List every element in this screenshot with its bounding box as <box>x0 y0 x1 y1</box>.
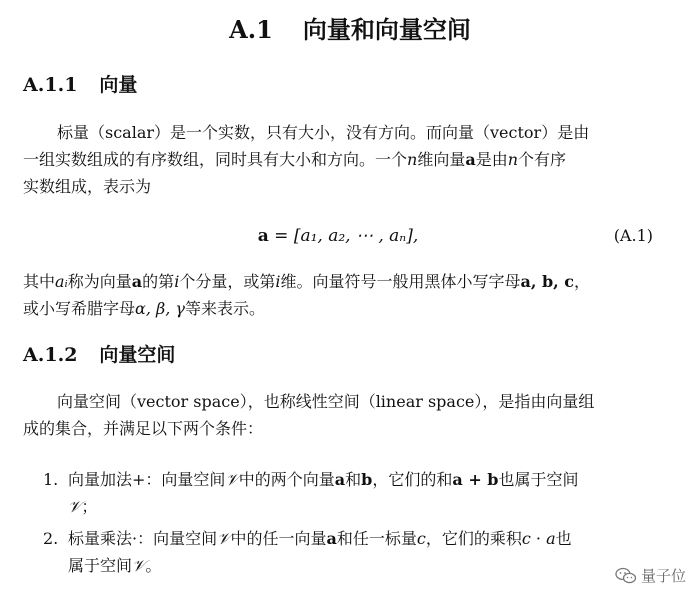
list-marker: 1. <box>43 470 59 489</box>
math-space-V: 𝒱 <box>217 529 231 548</box>
math-greek-letters: α, β, γ <box>135 299 185 318</box>
list-line <box>68 466 653 493</box>
subsection-title: 向量空间 <box>99 344 176 366</box>
text-run: ，它们的乘积 <box>425 529 522 548</box>
list-line <box>68 493 653 520</box>
text-run: 维。向量符号一般用黑体小写字母 <box>280 272 521 291</box>
equation-rhs: = [a₁, a₂, ⋯ , aₙ], <box>268 226 419 246</box>
watermark <box>615 565 686 586</box>
section-number: A.1 <box>229 15 273 44</box>
math-scalar-c: c <box>416 529 426 548</box>
math-a-i: aᵢ <box>55 272 68 291</box>
math-space-V: 𝒱 <box>132 556 146 575</box>
math-vector-a: a <box>131 272 143 291</box>
equation-lhs: a <box>257 226 269 246</box>
paragraph-scalar-vector <box>23 119 653 200</box>
wechat-icon <box>615 567 637 585</box>
text-run: 维向量 <box>417 150 466 169</box>
text-run: 也属于空间 <box>498 470 579 489</box>
subsection-number: A.1.1 <box>23 74 78 96</box>
paragraph-line <box>23 146 653 173</box>
math-vector-a: a <box>465 150 476 169</box>
text-run: 和 <box>345 470 362 489</box>
display-equation <box>23 222 653 250</box>
equation-number: (A.1) <box>613 226 653 245</box>
math-i: i <box>275 272 281 291</box>
math-vector-a: a <box>326 529 337 548</box>
text-run: 向量加法 <box>68 470 133 489</box>
text-run: ：向量空间 <box>145 470 226 489</box>
math-product: c · a <box>521 529 556 548</box>
list-line <box>68 552 653 579</box>
text-run: 个有序 <box>518 150 567 169</box>
text-run: 其中 <box>23 272 56 291</box>
subsection-title: 向量 <box>99 74 138 96</box>
paragraph-line: 向量空间（vector space），也称线性空间（linear space），是指由向量组 <box>57 392 595 411</box>
text-run: 个分量，或第 <box>179 272 276 291</box>
list-item <box>23 466 653 520</box>
list-line <box>68 525 653 552</box>
subsection-heading-vector-space <box>23 342 175 368</box>
list-marker: 2. <box>43 529 59 548</box>
text-run: 和任一标量 <box>336 529 417 548</box>
math-bold-letters: a, b, c <box>520 272 575 291</box>
paragraph-line <box>23 295 653 322</box>
paragraph-line <box>23 268 653 295</box>
paragraph-components <box>23 268 653 322</box>
text-run: 一组实数组成的有序数组，同时具有大小和方向。一个 <box>23 150 408 169</box>
equation-formula <box>23 222 653 250</box>
text-run: 属于空间 <box>68 556 133 575</box>
text-run: 的第 <box>142 272 175 291</box>
paragraph-vector-space <box>23 388 653 442</box>
subsection-heading-vector <box>23 72 137 98</box>
text-run: ：向量空间 <box>137 529 218 548</box>
math-i: i <box>174 272 180 291</box>
text-run: 标量乘法 <box>68 529 133 548</box>
text-run: 称为向量 <box>67 272 132 291</box>
text-run: 等来表示。 <box>184 299 265 318</box>
conditions-list <box>23 466 653 584</box>
math-n: n <box>407 150 418 169</box>
text-run: 。 <box>145 556 162 575</box>
text-run: ； <box>81 497 98 516</box>
section-title <box>0 14 700 46</box>
math-space-V: 𝒱 <box>68 497 82 516</box>
text-run: 或小写希腊字母 <box>23 299 136 318</box>
list-item <box>23 525 653 579</box>
paragraph-line: 标量（scalar）是一个实数，只有大小，没有方向。而向量（vector）是由 <box>57 123 590 142</box>
text-run: 也 <box>555 529 572 548</box>
math-plus: + <box>132 470 146 489</box>
paragraph-line: 实数组成，表示为 <box>23 177 152 196</box>
text-run: ， <box>574 272 591 291</box>
text-run: 中的两个向量 <box>238 470 335 489</box>
subsection-number: A.1.2 <box>23 344 78 366</box>
math-sum: a + b <box>452 470 499 489</box>
text-run: 中的任一向量 <box>230 529 327 548</box>
math-n: n <box>507 150 519 169</box>
text-run: ，它们的和 <box>372 470 453 489</box>
math-vector-a: a <box>334 470 346 489</box>
section-title-text: 向量和向量空间 <box>302 15 471 44</box>
math-space-V: 𝒱 <box>225 470 239 489</box>
math-dot: · <box>132 529 138 548</box>
watermark-text: 量子位 <box>640 567 686 585</box>
math-vector-b: b <box>361 470 373 489</box>
paragraph-line: 成的集合，并满足以下两个条件： <box>23 419 264 438</box>
text-run: 是由 <box>475 150 508 169</box>
